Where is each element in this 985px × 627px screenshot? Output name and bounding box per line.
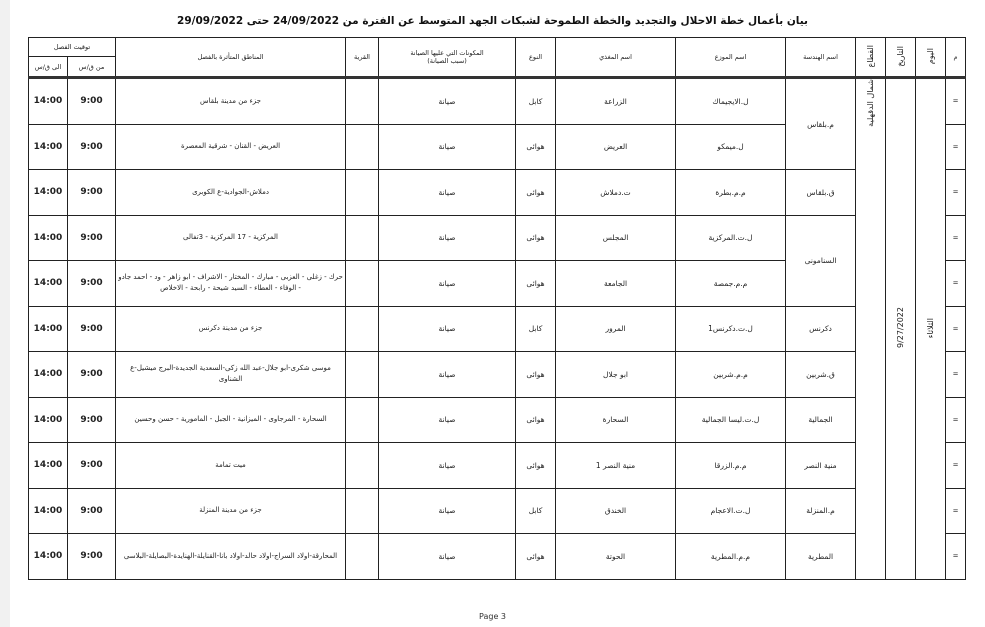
row-num: = xyxy=(946,306,966,352)
header-type: النوع xyxy=(516,38,556,78)
date-value: 9/27/2022 xyxy=(896,307,906,349)
cut-to-time: 14:00 xyxy=(29,352,68,398)
cut-to-time: 14:00 xyxy=(29,78,68,125)
header-village: القرية xyxy=(346,38,379,78)
header-components: المكونات التي عليها الصيانة (سبب الصيانة) xyxy=(379,38,516,78)
table-row xyxy=(29,352,966,398)
cut-from-time: 9:00 xyxy=(68,261,116,307)
line-type: هوائى xyxy=(516,215,556,261)
affected-areas: حرك - زغلى - العزبى - مبارك - المختار - الاشراف - ابو زاهر - ود - احمد جادو - الوفاء - العطاء - السيد شيحة - رابحة - الاخلاص xyxy=(116,261,346,307)
table-row xyxy=(29,534,966,580)
village xyxy=(346,352,379,398)
engineering-name: منية النصر xyxy=(786,443,856,489)
header-distributor: اسم الموزع xyxy=(676,38,786,78)
row-num: = xyxy=(946,124,966,170)
cut-to-time: 14:00 xyxy=(29,170,68,216)
engineering-name: م.بلقاس xyxy=(786,78,856,170)
table-row xyxy=(29,215,966,261)
village xyxy=(346,261,379,307)
affected-areas: دملاش-الجوادية-ع الكوبرى xyxy=(116,170,346,216)
maintenance-components: صيانة xyxy=(379,215,516,261)
village xyxy=(346,397,379,443)
line-type: هوائى xyxy=(516,261,556,307)
table-row xyxy=(29,170,966,216)
line-type: كابل xyxy=(516,78,556,125)
feeder-name: الزراعة xyxy=(556,78,676,125)
distributor-name: ل.ت.الاعجام xyxy=(676,488,786,534)
affected-areas: موسى شكرى-ابو جلال-عبد الله زكى-السعدية الجديدة-البرج ميشيل-ع الشناوى xyxy=(116,352,346,398)
line-type: هوائى xyxy=(516,352,556,398)
sector-value: شمال الدقهلية xyxy=(866,79,876,127)
cut-from-time: 9:00 xyxy=(68,170,116,216)
cut-from-time: 9:00 xyxy=(68,488,116,534)
cut-to-time: 14:00 xyxy=(29,397,68,443)
village xyxy=(346,488,379,534)
affected-areas: المحارقة-اولاد السراج-اولاد حالد-اولاد بانا-القنايلة-الهنايدة-البصايلة-البلاسى xyxy=(116,534,346,580)
header-to: الى ق/س xyxy=(29,57,68,78)
cut-from-time: 9:00 xyxy=(68,443,116,489)
header-areas: المناطق المتأثرة بالفصل xyxy=(116,38,346,78)
page-number: Page 3 xyxy=(479,612,506,621)
village xyxy=(346,306,379,352)
row-num: = xyxy=(946,397,966,443)
cut-from-time: 9:00 xyxy=(68,534,116,580)
feeder-name: الخندق xyxy=(556,488,676,534)
row-num: = xyxy=(946,352,966,398)
maintenance-components: صيانة xyxy=(379,124,516,170)
village xyxy=(346,170,379,216)
header-num: م xyxy=(946,38,966,78)
line-type: هوائى xyxy=(516,443,556,489)
distributor-name: ل.ميمكو xyxy=(676,124,786,170)
engineering-name: م.المنزلة xyxy=(786,488,856,534)
maintenance-schedule-table xyxy=(28,37,966,580)
village xyxy=(346,124,379,170)
table-row xyxy=(29,443,966,489)
engineering-name: دكرنس xyxy=(786,306,856,352)
village xyxy=(346,534,379,580)
distributor-name: م.م.الزرقا xyxy=(676,443,786,489)
engineering-name: الجمالية xyxy=(786,397,856,443)
distributor-name: ل.ت.دكرنس1 xyxy=(676,306,786,352)
cut-to-time: 14:00 xyxy=(29,443,68,489)
engineering-name: المطرية xyxy=(786,534,856,580)
feeder-name: المجلس xyxy=(556,215,676,261)
village xyxy=(346,78,379,125)
distributor-name: م.م.جمصة xyxy=(676,261,786,307)
table-row xyxy=(29,488,966,534)
header-day: اليوم xyxy=(916,38,946,78)
affected-areas: جزء من مدينة بلقاس xyxy=(116,78,346,125)
table-row xyxy=(29,306,966,352)
maintenance-components: صيانة xyxy=(379,170,516,216)
day-value: الثلاثاء xyxy=(926,317,936,338)
header-engineering: اسم الهندسة xyxy=(786,38,856,78)
row-num: = xyxy=(946,443,966,489)
feeder-name: العريض xyxy=(556,124,676,170)
feeder-name: منية النصر 1 xyxy=(556,443,676,489)
row-num: = xyxy=(946,78,966,125)
merged-day xyxy=(916,78,946,580)
cut-to-time: 14:00 xyxy=(29,488,68,534)
cut-from-time: 9:00 xyxy=(68,306,116,352)
line-type: كابل xyxy=(516,306,556,352)
maintenance-components: صيانة xyxy=(379,534,516,580)
distributor-name: ل.الايجيماك xyxy=(676,78,786,125)
affected-areas: العريض - القنان - شرقية المعصرة xyxy=(116,124,346,170)
feeder-name: المرور xyxy=(556,306,676,352)
viewer-margin xyxy=(0,0,10,627)
merged-sector xyxy=(856,78,886,580)
maintenance-components: صيانة xyxy=(379,443,516,489)
header-cut-time: توقيت الفصل xyxy=(29,38,116,57)
maintenance-components: صيانة xyxy=(379,78,516,125)
header-sector: القطاع xyxy=(856,38,886,78)
distributor-name: ل.ت.المركزية xyxy=(676,215,786,261)
affected-areas: ميت تمامة xyxy=(116,443,346,489)
feeder-name: الجامعة xyxy=(556,261,676,307)
affected-areas: جزء من مدينة المنزلة xyxy=(116,488,346,534)
village xyxy=(346,215,379,261)
line-type: هوائى xyxy=(516,124,556,170)
cut-from-time: 9:00 xyxy=(68,397,116,443)
maintenance-components: صيانة xyxy=(379,306,516,352)
maintenance-components: صيانة xyxy=(379,352,516,398)
row-num: = xyxy=(946,215,966,261)
merged-date xyxy=(886,78,916,580)
maintenance-components: صيانة xyxy=(379,397,516,443)
table-row xyxy=(29,397,966,443)
row-num: = xyxy=(946,261,966,307)
engineering-name: ق.بلقاس xyxy=(786,170,856,216)
cut-from-time: 9:00 xyxy=(68,78,116,125)
cut-to-time: 14:00 xyxy=(29,534,68,580)
distributor-name: م.م.المطرية xyxy=(676,534,786,580)
feeder-name: ت.دملاش xyxy=(556,170,676,216)
line-type: هوائى xyxy=(516,170,556,216)
line-type: هوائى xyxy=(516,397,556,443)
document-title: بيان بأعمال خطة الاحلال والتجديد والخطة الطموحة لشبكات الجهد المتوسط عن الفترة من 24/09/2022 حتى 29/09/2022 xyxy=(177,15,808,27)
engineering-name: السنامونى xyxy=(786,215,856,306)
header-feeder: اسم المغذي xyxy=(556,38,676,78)
maintenance-components: صيانة xyxy=(379,488,516,534)
distributor-name: ل.ت.ليسا الجمالية xyxy=(676,397,786,443)
affected-areas: جزء من مدينة دكرنس xyxy=(116,306,346,352)
cut-to-time: 14:00 xyxy=(29,124,68,170)
maintenance-components: صيانة xyxy=(379,261,516,307)
feeder-name: الحوتة xyxy=(556,534,676,580)
line-type: هوائى xyxy=(516,534,556,580)
feeder-name: السحارة xyxy=(556,397,676,443)
line-type: كابل xyxy=(516,488,556,534)
row-num: = xyxy=(946,488,966,534)
village xyxy=(346,443,379,489)
row-num: = xyxy=(946,170,966,216)
cut-to-time: 14:00 xyxy=(29,215,68,261)
distributor-name: م.م.بطرة xyxy=(676,170,786,216)
affected-areas: السحارة - المرجاوى - الميزانية - الجبل - المامورية - حسن وحسين xyxy=(116,397,346,443)
cut-from-time: 9:00 xyxy=(68,124,116,170)
row-num: = xyxy=(946,534,966,580)
engineering-name: ق.شربين xyxy=(786,352,856,398)
cut-from-time: 9:00 xyxy=(68,352,116,398)
header-from: من ق/س xyxy=(68,57,116,78)
cut-to-time: 14:00 xyxy=(29,261,68,307)
table-row xyxy=(29,78,966,125)
cut-to-time: 14:00 xyxy=(29,306,68,352)
distributor-name: م.م.شربين xyxy=(676,352,786,398)
affected-areas: المركزية - 17 المركزية - 3تفالى xyxy=(116,215,346,261)
header-date: التاريخ xyxy=(886,38,916,78)
feeder-name: ابو جلال xyxy=(556,352,676,398)
cut-from-time: 9:00 xyxy=(68,215,116,261)
